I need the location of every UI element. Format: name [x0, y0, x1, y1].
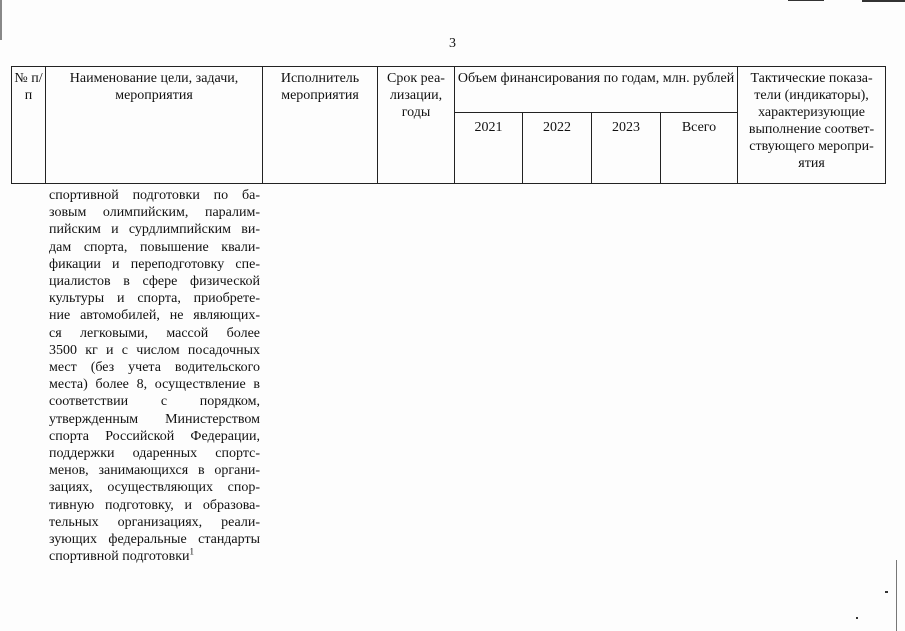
page-number: 3 — [449, 36, 456, 51]
col-funding-header: Объем финансирования по годам, млн. рублей — [455, 67, 738, 113]
text-line: места) более 8, осуществление в — [49, 377, 260, 393]
text-line: мест (без учета водительского — [49, 360, 260, 376]
text-line: зациях, осуществляющих спор- — [49, 480, 260, 496]
text-line: поддержки одаренных спортс- — [49, 446, 260, 462]
header-table — [11, 66, 886, 184]
scan-edge-mark — [896, 560, 897, 631]
text-line: пийским и сурдлимпийским ви- — [49, 222, 260, 238]
scan-speck — [885, 591, 888, 593]
col-num-header: № п/п — [12, 67, 46, 184]
scan-speck — [856, 617, 858, 619]
text-line-last — [49, 548, 260, 565]
text-line: дам спорта, повышение квали- — [49, 239, 260, 255]
footnote-mark: 1 — [189, 546, 194, 557]
text-line: утвержденным Министерством — [49, 411, 260, 427]
year-2023-header: 2023 — [592, 113, 661, 184]
scan-edge-mark — [862, 0, 905, 2]
text-line: менов, занимающихся в органи- — [49, 463, 260, 479]
year-2021-header: 2021 — [455, 113, 523, 184]
text-line: циалистов в сфере физической — [49, 274, 260, 290]
text-line: тивную подготовку, и образова- — [49, 497, 260, 513]
text-line: 3500 кг и с числом посадочных — [49, 342, 260, 358]
text-line: культуры и спорта, приобрете- — [49, 291, 260, 307]
measure-description — [49, 187, 260, 565]
col-executor-header: Исполнитель мероприятия — [263, 67, 378, 184]
col-indicators-header: Тактические показа-тели (индикаторы), характеризующие выполнение соответ-ствующего меропри-ятия — [738, 67, 886, 184]
text-line: соответствии с порядком, — [49, 394, 260, 410]
year-2022-header: 2022 — [523, 113, 592, 184]
text-line: фикации и переподготовку спе- — [49, 256, 260, 272]
text-line: зующих федеральные стандарты — [49, 532, 260, 548]
text-line: спортивной подготовки — [49, 549, 190, 565]
text-line: тельных организациях, реали- — [49, 514, 260, 530]
text-line: зовым олимпийским, паралим- — [49, 205, 260, 221]
scan-edge-mark — [0, 0, 2, 40]
text-line: ние автомобилей, не являющих- — [49, 308, 260, 324]
scan-edge-mark — [788, 0, 824, 1]
col-name-header: Наименование цели, задачи, мероприятия — [46, 67, 263, 184]
col-term-header: Срок реа-лизации, годы — [378, 67, 455, 184]
text-line: спортивной подготовки по ба- — [49, 188, 260, 203]
text-line: спорта Российской Федерации, — [49, 428, 260, 444]
total-header: Всего — [661, 113, 738, 184]
text-line: ся легковыми, массой более — [49, 325, 260, 341]
